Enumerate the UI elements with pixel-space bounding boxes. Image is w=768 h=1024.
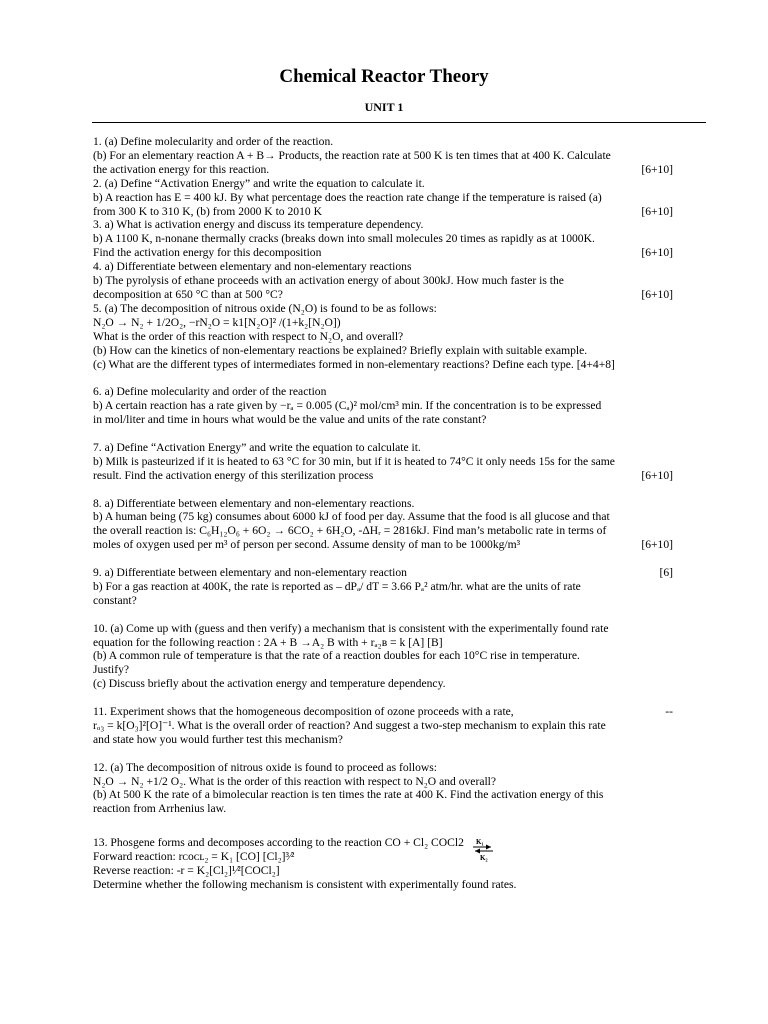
paragraph-gap — [93, 608, 673, 622]
text-line — [93, 497, 673, 511]
line-text: moles of oxygen used per m³ of person per second. Assume density of man to be 1000kg/m³ — [93, 538, 521, 552]
text-line — [93, 246, 673, 260]
line-text: 5. (a) The decomposition of nitrous oxide (N₂O) is found to be as follows: — [93, 301, 437, 315]
question-list — [93, 135, 673, 892]
text-line — [93, 850, 673, 864]
document-title: Chemical Reactor Theory — [279, 66, 489, 87]
text-line — [93, 719, 673, 733]
line-text: Determine whether the following mechanism is consistent with experimentally found rates. — [93, 878, 517, 892]
text-line — [93, 344, 673, 358]
line-text: N₂O → N₂ +1/2 O₂. What is the order of this reaction with respect to N₂O and overall? — [93, 774, 497, 788]
line-text: decomposition at 650 °C than at 500 °C? — [93, 287, 283, 301]
text-line — [93, 649, 673, 663]
horizontal-rule — [92, 122, 706, 123]
paragraph-gap — [93, 816, 673, 836]
marks-label: [6+10] — [641, 246, 673, 260]
text-line — [93, 775, 673, 789]
text-line — [93, 455, 673, 469]
text-line — [93, 802, 673, 816]
text-line — [93, 878, 673, 892]
line-text: (c) What are the different types of intermediates formed in non-elementary reactions? Define each type. [4+4+8] — [93, 357, 615, 371]
paragraph-gap — [93, 483, 673, 497]
line-text: reaction from Arrhenius law. — [93, 802, 227, 816]
unit-heading: UNIT 1 — [364, 100, 404, 114]
text-line — [93, 677, 673, 691]
text-line — [93, 594, 673, 608]
line-text: the activation energy for this reaction. — [93, 162, 270, 176]
text-line — [93, 260, 673, 274]
line-text: b) A 1100 K, n-nonane thermally cracks (breaks down into small molecules 20 times as rapidly as at 1000K. — [93, 232, 595, 246]
line-text: b) Milk is pasteurized if it is heated to 63 °C for 30 min, but if it is heated to 74°C it only needs 15s for the same — [93, 454, 615, 468]
text-line — [93, 302, 673, 316]
line-text: from 300 K to 310 K, (b) from 2000 K to 2010 K — [93, 204, 322, 218]
line-text: (b) At 500 K the rate of a bimolecular reaction is ten times the rate at 400 K. Find the activation energy of this — [93, 788, 604, 802]
line-text: 13. Phosgene forms and decomposes according to the reaction CO + Cl₂ COCl2 — [93, 836, 464, 850]
line-text: Reverse reaction: -r = K₂[Cl₂]¹⁄²[COCl₂] — [93, 864, 280, 878]
text-line — [93, 788, 673, 802]
text-line — [93, 566, 673, 580]
marks-label: [6+10] — [641, 162, 673, 176]
text-line — [93, 316, 673, 330]
line-text: (b) For an elementary reaction A + B→ Products, the reaction rate at 500 K is ten times that at 400 K. Calculate — [93, 148, 611, 162]
line-text: (c) Discuss briefly about the activation energy and temperature dependency. — [93, 677, 446, 691]
line-text: 8. a) Differentiate between elementary and non-elementary reactions. — [93, 496, 415, 510]
text-line — [93, 218, 673, 232]
text-line — [93, 636, 673, 650]
reverse-rate-label: K₂ — [480, 854, 488, 862]
line-text: N₂O → N₂ + 1/2O₂, −rN₂O = k1[N₂O]² /(1+k₂[N₂O]) — [93, 315, 341, 329]
paragraph-gap — [93, 427, 673, 441]
text-line — [93, 705, 673, 719]
line-text: constant? — [93, 593, 137, 607]
line-text: b) The pyrolysis of ethane proceeds with an activation energy of about 300kJ. How much faster is the — [93, 274, 564, 288]
line-text: rₒ₃ = k[O₃]²[O]⁻¹. What is the overall order of reaction? And suggest a two-step mechanism to explain this rate — [93, 718, 606, 732]
text-line — [93, 510, 673, 524]
line-text: b) A certain reaction has a rate given by −rₐ = 0.005 (Cₐ)² mol/cm³ min. If the concentration is to be expressed — [93, 399, 602, 413]
text-line — [93, 836, 673, 850]
text-line — [93, 469, 673, 483]
forward-rate-label: K₁ — [476, 838, 484, 846]
line-text: 6. a) Define molecularity and order of the reaction — [93, 385, 327, 399]
text-line — [93, 399, 673, 413]
marks-label: [6] — [659, 566, 673, 580]
text-line — [93, 232, 673, 246]
text-line — [93, 413, 673, 427]
marks-label: [6+10] — [641, 468, 673, 482]
line-text: 1. (a) Define molecularity and order of the reaction. — [93, 135, 334, 148]
marks-label: [6+10] — [641, 538, 673, 552]
text-line — [93, 330, 673, 344]
line-text: 3. a) What is activation energy and discuss its temperature dependency. — [93, 218, 424, 232]
text-line — [93, 163, 673, 177]
marks-label: -- — [665, 705, 673, 719]
line-text: Justify? — [93, 663, 130, 677]
line-text: Find the activation energy for this decomposition — [93, 246, 322, 260]
line-text: 2. (a) Define “Activation Energy” and write the equation to calculate it. — [93, 176, 425, 190]
line-text: b) For a gas reaction at 400K, the rate is reported as – dPₐ/ dT = 3.66 Pₐ² atm/hr. what are the units of rate — [93, 579, 581, 593]
line-text: 9. a) Differentiate between elementary and non-elementary reaction — [93, 566, 407, 580]
line-text: Forward reaction: rᴄᴏᴄʟ₂ = K₁ [CO] [Cl₂]³⁄² — [93, 850, 295, 864]
text-line — [93, 385, 673, 399]
line-text: b) A reaction has E = 400 kJ. By what percentage does the reaction rate change if the temperature is raised (a) — [93, 190, 602, 204]
line-text: result. Find the activation energy of this sterilization process — [93, 468, 374, 482]
line-text: 12. (a) The decomposition of nitrous oxide is found to proceed as follows: — [93, 760, 437, 774]
line-text: the overall reaction is: C₆H₁₂O₆ + 6O₂ → 6CO₂ + 6H₂O, -ΔHᵣ = 2816kJ. Find man’s metabolic rate in terms of — [93, 524, 607, 538]
text-line — [93, 288, 673, 302]
text-line — [93, 274, 673, 288]
line-text: 4. a) Differentiate between elementary and non-elementary reactions — [93, 260, 412, 274]
paragraph-gap — [93, 691, 673, 705]
text-line — [93, 191, 673, 205]
line-text: (b) How can the kinetics of non-elementary reactions be explained? Briefly explain with suitable example. — [93, 343, 588, 357]
text-line — [93, 205, 673, 219]
text-line — [93, 441, 673, 455]
text-line — [93, 761, 673, 775]
paragraph-gap — [93, 747, 673, 761]
text-line — [93, 733, 673, 747]
text-line — [93, 622, 673, 636]
marks-label: [6+10] — [641, 204, 673, 218]
line-text: 11. Experiment shows that the homogeneous decomposition of ozone proceeds with a rate, — [93, 705, 514, 719]
text-line — [93, 538, 673, 552]
line-text: 7. a) Define “Activation Energy” and write the equation to calculate it. — [93, 440, 421, 454]
text-line — [93, 135, 673, 149]
line-text: and state how you would further test this mechanism? — [93, 732, 343, 746]
line-text: What is the order of this reaction with respect to N₂O, and overall? — [93, 329, 404, 343]
text-line — [93, 663, 673, 677]
text-line — [93, 864, 673, 878]
paragraph-gap — [93, 371, 673, 385]
line-text: b) A human being (75 kg) consumes about 6000 kJ of food per day. Assume that the food is all glucose and that — [93, 510, 610, 524]
text-line — [93, 358, 673, 372]
marks-label: [6+10] — [641, 287, 673, 301]
line-text: in mol/liter and time in hours what would be the value and units of the rate constant? — [93, 413, 487, 427]
line-text: 10. (a) Come up with (guess and then verify) a mechanism that is consistent with the experimentally found rate — [93, 621, 609, 635]
text-line — [93, 580, 673, 594]
line-text: (b) A common rule of temperature is that the rate of a reaction doubles for each 10°C rise in temperature. — [93, 649, 580, 663]
text-line — [93, 149, 673, 163]
text-line — [93, 524, 673, 538]
text-line — [93, 177, 673, 191]
line-text: equation for the following reaction : 2A + B →A₂ B with + rₐ₂ʙ = k [A] [B] — [93, 635, 443, 649]
equilibrium-arrows-icon — [472, 836, 494, 862]
paragraph-gap — [93, 552, 673, 566]
